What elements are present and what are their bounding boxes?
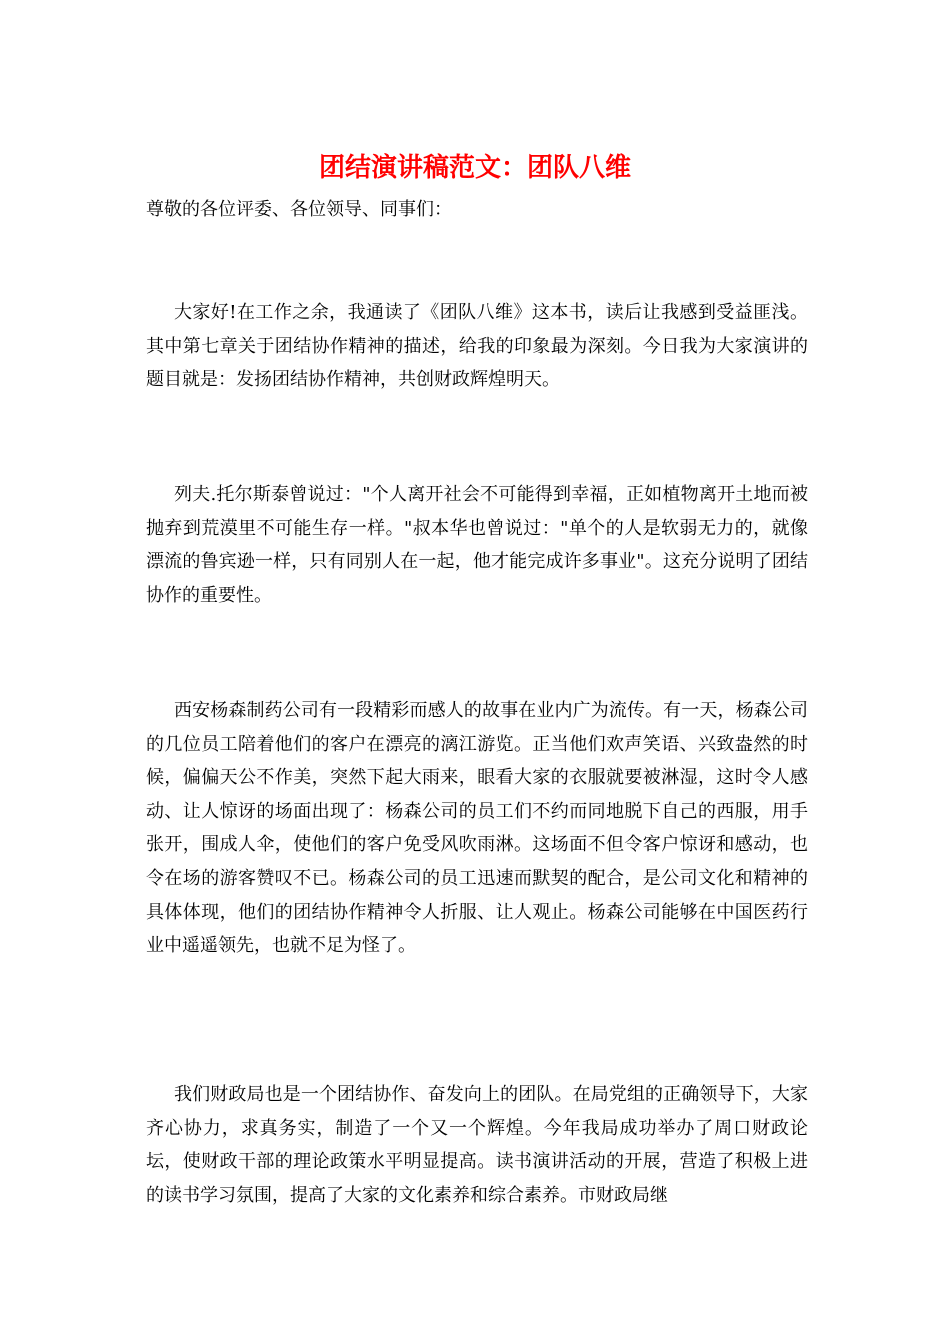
page-title: 团结演讲稿范文：团队八维 [318, 153, 631, 183]
paragraph-2: 列夫.托尔斯泰曾说过："个人离开社会不可能得到幸福，正如植物离开土地而被抛弃到荒漠里不可能生存一样。"叔本华也曾说过："单个的人是软弱无力的，就像漂流的鲁宾逊一样，只有同别人在一起，他才能完成许多事业"。这充分说明了团结协作的重要性。 [146, 484, 808, 606]
paragraph-1: 大家好!在工作之余，我通读了《团队八维》这本书，读后让我感到受益匪浅。其中第七章关于团结协作精神的描述，给我的印象最为深刻。今日我为大家演讲的题目就是：发扬团结协作精神，共创财政辉煌明天。 [146, 302, 808, 391]
paragraph-4: 我们财政局也是一个团结协作、奋发向上的团队。在局党组的正确领导下，大家齐心协力，求真务实，制造了一个又一个辉煌。今年我局成功举办了周口财政论坛，使财政干部的理论政策水平明显提高。读书演讲活动的开展，营造了积极上进的读书学习氛围，提高了大家的文化素养和综合素养。市财政局继 [146, 1084, 808, 1206]
salutation: 尊敬的各位评委、各位领导、同事们： [146, 199, 452, 220]
paragraph-3: 西安杨森制药公司有一段精彩而感人的故事在业内广为流传。有一天，杨森公司的几位员工陪着他们的客户在漂亮的漓江游览。正当他们欢声笑语、兴致盎然的时候，偏偏天公不作美，突然下起大雨来，眼看大家的衣服就要被淋湿，这时令人感动、让人惊讶的场面出现了：杨森公司的员工们不约而同地脱下自己的西服，用手张开，围成人伞，使他们的客户免受风吹雨淋。这场面不但令客户惊讶和感动，也令在场的游客赞叹不已。杨森公司的员工迅速而默契的配合，是公司文化和精神的具体体现，他们的团结协作精神令人折服、让人观止。杨森公司能够在中国医药行业中遥遥领先，也就不足为怪了。 [146, 700, 808, 957]
